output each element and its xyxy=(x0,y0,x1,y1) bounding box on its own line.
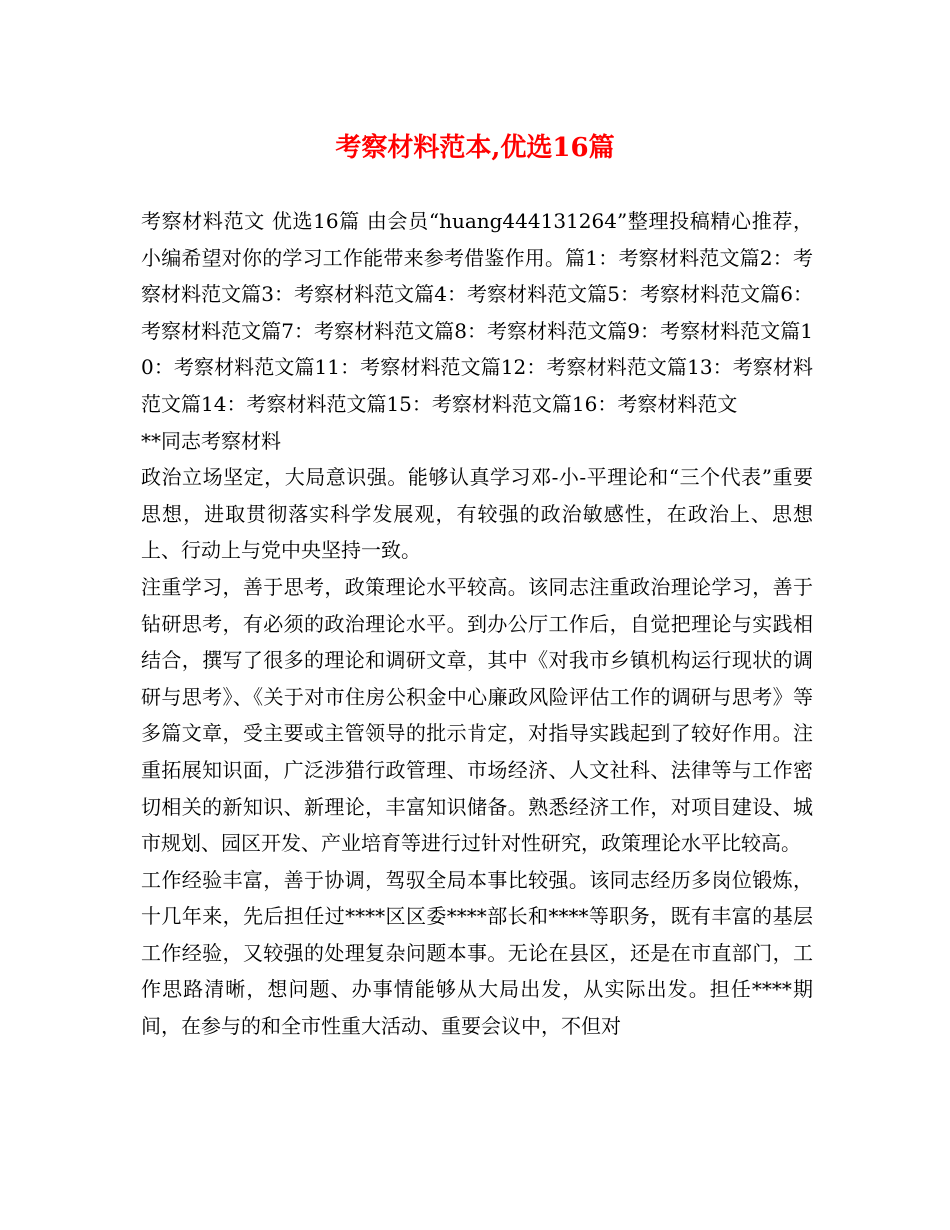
body-paragraph: 政治立场坚定，大局意识强。能够认真学习邓-小-平理论和“三个代表”重要思想，进取贯彻落实科学发展观，有较强的政治敏感性，在政治上、思想上、行动上与党中央坚持一致。 xyxy=(141,465,813,563)
document-body xyxy=(141,203,813,1045)
intro-paragraph: 考察材料范文 优选16篇 由会员“huang444131264”整理投稿精心推荐，小编希望对你的学习工作能带来参考借鉴作用。篇1：考察材料范文篇2：考察材料范文篇3：考察材料范文篇4：考察材料范文篇5：考察材料范文篇6：考察材料范文篇7：考察材料范文篇8：考察材料范文篇9：考察材料范文篇10：考察材料范文篇11：考察材料范文篇12：考察材料范文篇13：考察材料范文篇14：考察材料范文篇15：考察材料范文篇16：考察材料范文 xyxy=(141,209,813,416)
body-paragraph: 工作经验丰富，善于协调，驾驭全局本事比较强。该同志经历多岗位锻炼，十几年来，先后担任过****区区委****部长和****等职务，既有丰富的基层工作经验，又较强的处理复杂问题本事。无论在县区，还是在市直部门，工作思路清晰，想问题、办事情能够从大局出发，从实际出发。担任****期间，在参与的和全市性重大活动、重要会议中，不但对 xyxy=(141,867,813,1039)
body-paragraph: 注重学习，善于思考，政策理论水平较高。该同志注重政治理论学习，善于钻研思考，有必须的政治理论水平。到办公厅工作后，自觉把理论与实践相结合，撰写了很多的理论和调研文章，其中《对我市乡镇机构运行现状的调研与思考》、《关于对市住房公积金中心廉政风险评估工作的调研与思考》等多篇文章，受主要或主管领导的批示肯定，对指导实践起到了较好作用。注重拓展知识面，广泛涉猎行政管理、市场经济、人文社科、法律等与工作密切相关的新知识、新理论，丰富知识储备。熟悉经济工作，对项目建设、城市规划、园区开发、产业培育等进行过针对性研究，政策理论水平比较高。 xyxy=(141,574,813,856)
section-heading: **同志考察材料 xyxy=(141,428,281,453)
document-title: 考察材料范本,优选16篇 xyxy=(335,133,615,163)
